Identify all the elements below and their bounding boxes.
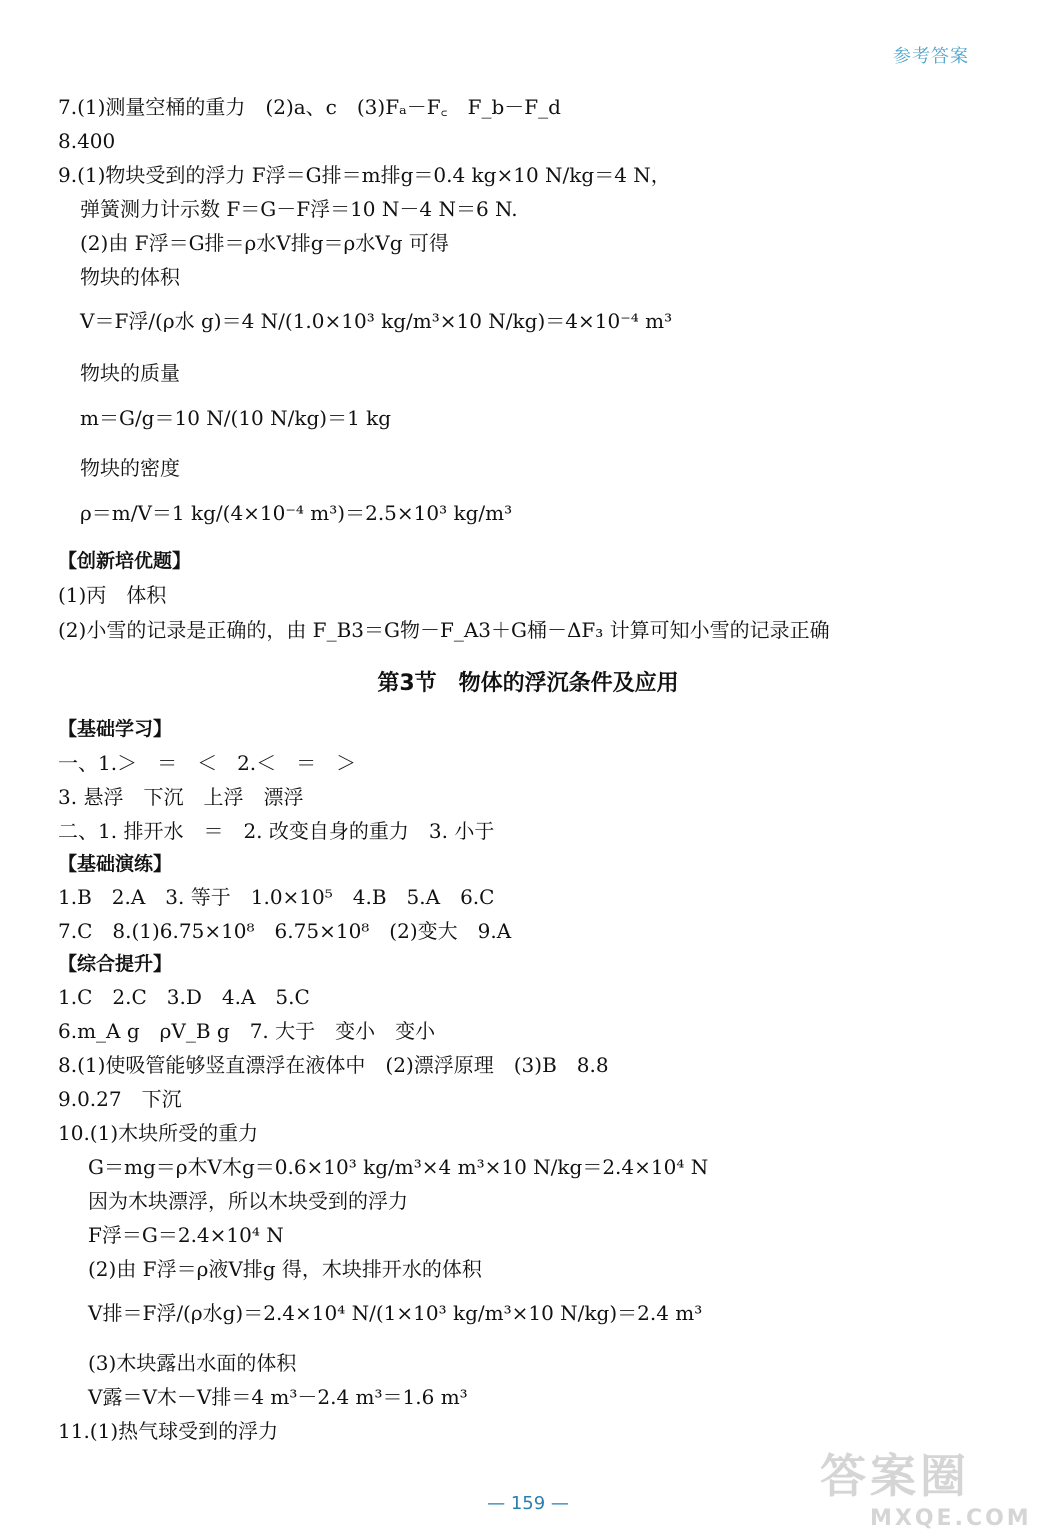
line-practice-2: 7.C 8.(1)6.75×10⁸ 6.75×10⁸ (2)变大 9.A xyxy=(58,919,512,943)
line-comp-5: 10.(1)木块所受的重力 xyxy=(58,1121,259,1145)
formula-density: ρ＝m/V＝1 kg/(4×10⁻⁴ m³)＝2.5×10³ kg/m³ xyxy=(80,501,513,525)
formula-exposed-volume: V露＝V木－V排＝4 m³－2.4 m³＝1.6 m³ xyxy=(88,1385,468,1409)
line-basic-2: 3. 悬浮 下沉 上浮 漂浮 xyxy=(58,785,304,809)
line-basic-3: 二、1. 排开水 ＝ 2. 改变自身的重力 3. 小于 xyxy=(58,819,495,843)
section-basic-learning: 【基础学习】 xyxy=(58,718,173,740)
line-comp-2: 6.m_A g ρV_B g 7. 大于 变小 变小 xyxy=(58,1019,436,1043)
line-comp-1: 1.C 2.C 3.D 4.A 5.C xyxy=(58,985,310,1009)
watermark-sub: MXQE.COM xyxy=(870,1506,1032,1531)
line-9: 9.(1)物块受到的浮力 F浮＝G排＝m排g＝0.4 kg×10 N/kg＝4 N， xyxy=(58,163,671,187)
line-10-3: (3)木块露出水面的体积 xyxy=(88,1351,297,1375)
line-9-2: (2)由 F浮＝G排＝ρ水V排g＝ρ水Vg 可得 xyxy=(80,231,449,255)
line-mass-label: 物块的质量 xyxy=(80,361,180,385)
section-title: 第3节 物体的浮沉条件及应用 xyxy=(377,671,679,696)
line-comp-3: 8.(1)使吸管能够竖直漂浮在液体中 (2)漂浮原理 (3)B 8.8 xyxy=(58,1053,609,1077)
line-density-label: 物块的密度 xyxy=(80,456,180,480)
line-innovation-1: (1)丙 体积 xyxy=(58,583,167,607)
page-number: — 159 — xyxy=(487,1493,569,1514)
line-8: 8.400 xyxy=(58,129,116,153)
line-comp-4: 9.0.27 下沉 xyxy=(58,1087,182,1111)
section-basic-practice: 【基础演练】 xyxy=(58,853,173,875)
line-practice-1: 1.B 2.A 3. 等于 1.0×10⁵ 4.B 5.A 6.C xyxy=(58,885,495,909)
formula-displaced-volume: V排＝F浮/(ρ水g)＝2.4×10⁴ N/(1×10³ kg/m³×10 N/kg)＝2.4 m³ xyxy=(88,1301,703,1325)
line-9-spring: 弹簧测力计示数 F＝G－F浮＝10 N－4 N＝6 N. xyxy=(80,197,518,221)
line-10-2: (2)由 F浮＝ρ液V排g 得，木块排开水的体积 xyxy=(88,1257,482,1281)
formula-mass: m＝G/g＝10 N/(10 N/kg)＝1 kg xyxy=(80,406,392,430)
line-float-reason: 因为木块漂浮，所以木块受到的浮力 xyxy=(88,1189,408,1213)
formula-gravity: G＝mg＝ρ木V木g＝0.6×10³ kg/m³×4 m³×10 N/kg＝2.4×10⁴ N xyxy=(88,1155,709,1179)
page-header: 参考答案 xyxy=(893,46,969,67)
line-11: 11.(1)热气球受到的浮力 xyxy=(58,1419,279,1443)
section-comprehensive: 【综合提升】 xyxy=(58,953,173,975)
watermark-logo xyxy=(820,1440,1030,1530)
formula-volume: V＝F浮/(ρ水 g)＝4 N/(1.0×10³ kg/m³×10 N/kg)＝4×10⁻⁴ m³ xyxy=(80,309,673,333)
section-innovation: 【创新培优题】 xyxy=(58,550,192,572)
line-7: 7.(1)测量空桶的重力 (2)a、c (3)Fₐ－F꜀ F_b－F_d xyxy=(58,95,561,119)
line-basic-1: 一、1.＞ ＝ ＜ 2.＜ ＝ ＞ xyxy=(58,751,357,775)
formula-buoyancy: F浮＝G＝2.4×10⁴ N xyxy=(88,1223,284,1247)
line-innovation-2: (2)小雪的记录是正确的，由 F_B3＝G物－F_A3＋G桶－ΔF₃ 计算可知小雪的记录正确 xyxy=(58,618,830,642)
watermark-main: 答案圈 xyxy=(820,1449,970,1503)
line-volume-label: 物块的体积 xyxy=(80,265,180,289)
